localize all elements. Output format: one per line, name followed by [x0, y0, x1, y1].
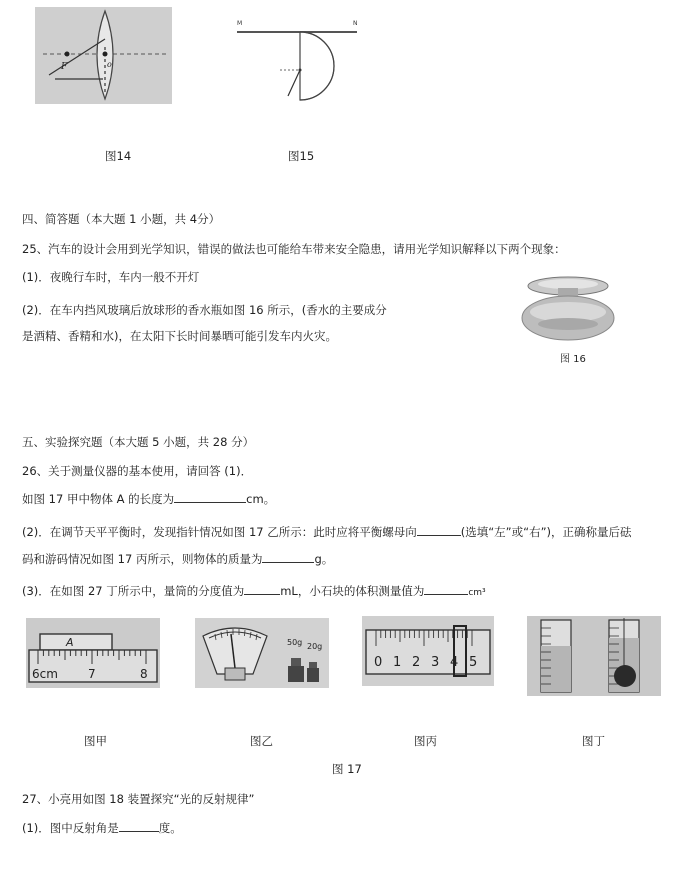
rider-scale-image	[362, 616, 494, 686]
ruler-image	[26, 618, 160, 688]
q26-part-3	[22, 582, 486, 601]
figure-17-jia-caption: 图甲	[84, 734, 107, 748]
q26-part-1-unit: cm。	[246, 492, 276, 506]
q27-part-1-text: (1)．图中反射角是	[22, 821, 119, 835]
ruler-tick-7: 7	[88, 667, 96, 681]
cylinders-image	[527, 616, 661, 696]
section-5-heading: 五、实验探究题（本大题 5 小题，共 28 分）	[22, 435, 255, 449]
q26-part-3-text-a: (3)．在如图 27 丁所示中，量筒的分度值为	[22, 584, 245, 598]
figure-15-caption: 图15	[288, 149, 315, 163]
answer-blank-mass[interactable]	[262, 550, 314, 563]
balance-image	[195, 618, 329, 688]
label-m: M	[237, 20, 243, 27]
scale-digit-5: 5	[469, 655, 478, 670]
scale-digit-4: 4	[450, 655, 459, 670]
figure-17-yi-caption: 图乙	[250, 734, 273, 748]
q25-part-2-line-2: 是酒精、香精和水)，在太阳下长时间暴晒可能引发车内火灾。	[22, 329, 337, 343]
q25-stem: 25、汽车的设计会用到光学知识，错误的做法也可能给车带来安全隐患，请用光学知识解释以下两个现象：	[22, 242, 566, 256]
label-f: F	[61, 62, 68, 72]
scale-digit-2: 2	[412, 655, 421, 670]
ruler-tick-6cm: 6cm	[32, 667, 58, 681]
semicircle-diagram	[232, 14, 362, 106]
figure-16-perfume-bottle	[518, 272, 618, 344]
q26-part-3-text-c: cm³	[468, 588, 486, 598]
scale-digit-1: 1	[393, 655, 402, 670]
ruler-tick-8: 8	[140, 667, 148, 681]
answer-blank-reflection-angle[interactable]	[119, 819, 159, 832]
q26-part-2-text-a: (2)．在调节天平平衡时，发现指针情况如图 17 乙所示：此时应将平衡螺母向	[22, 525, 417, 539]
label-n: N	[353, 20, 358, 27]
weight-50g-label: 50g	[287, 638, 303, 647]
q26-part-2-text-c: 码和游码情况如图 17 丙所示，则物体的质量为	[22, 552, 263, 566]
scale-digit-0: 0	[374, 655, 383, 670]
answer-blank-length[interactable]	[174, 490, 246, 503]
q27-part-1	[22, 819, 182, 836]
figure-17-caption: 图 17	[332, 762, 362, 776]
q27-part-1-unit: 度。	[158, 821, 182, 835]
figure-17-ding-caption: 图丁	[582, 734, 605, 748]
answer-blank-direction[interactable]	[417, 523, 461, 536]
figure-15-semicircle	[232, 14, 362, 106]
figure-14-caption: 图14	[105, 149, 132, 163]
q26-part-1	[22, 490, 275, 507]
q26-part-2-line-2	[22, 550, 333, 567]
object-a-label: A	[66, 636, 74, 649]
q26-part-3-text-b: mL，小石块的体积测量值为	[280, 584, 425, 598]
figure-17-ding-cylinders	[527, 616, 661, 696]
figure-16-caption: 图 16	[560, 354, 586, 365]
q25-part-1: (1)．夜晚行车时，车内一般不开灯	[22, 270, 200, 284]
q26-part-1-text: 如图 17 甲中物体 A 的长度为	[22, 492, 175, 506]
q27-stem: 27、小亮用如图 18 装置探究“光的反射规律”	[22, 792, 255, 806]
scale-digit-3: 3	[431, 655, 440, 670]
q26-part-2-text-d: g。	[314, 552, 334, 566]
section-4-heading: 四、简答题（本大题 1 小题，共 4分）	[22, 212, 221, 226]
perfume-bottle-image	[518, 272, 618, 344]
figure-17-jia-ruler	[26, 618, 160, 688]
q26-part-2-line-1	[22, 523, 632, 540]
q26-part-2-text-b: (选填“左”或“右”)，正确称量后砝	[460, 525, 632, 539]
figure-14-lens	[35, 7, 172, 104]
answer-blank-volume[interactable]	[424, 582, 468, 595]
figure-17-bing-caption: 图丙	[414, 734, 437, 748]
answer-blank-division[interactable]	[244, 582, 280, 595]
label-o: o	[107, 60, 112, 69]
q26-stem: 26、关于测量仪器的基本使用，请回答 (1)．	[22, 464, 253, 478]
lens-diagram	[35, 7, 172, 104]
figure-17-bing-rider-scale	[362, 616, 494, 686]
q25-part-2-line-1: (2)．在车内挡风玻璃后放球形的香水瓶如图 16 所示，(香水的主要成分	[22, 303, 387, 317]
figure-17-yi-balance	[195, 618, 329, 688]
weight-20g-label: 20g	[307, 642, 323, 651]
